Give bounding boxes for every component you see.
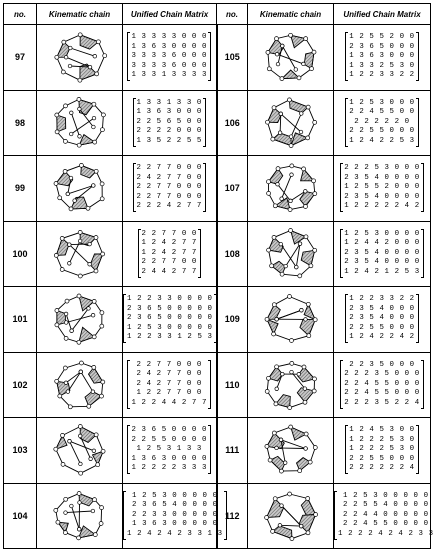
matrix-row: 2 2 7 7 0 0 bbox=[141, 258, 197, 267]
kinematic-chains-table bbox=[3, 3, 434, 549]
kinematic-chain-diagram bbox=[256, 93, 326, 153]
unified-chain-matrix bbox=[123, 295, 217, 342]
unified-chain-matrix-cell bbox=[123, 90, 217, 156]
matrix-row: 1 2 5 5 2 0 0 0 bbox=[344, 183, 420, 192]
unified-chain-matrix-cell bbox=[123, 352, 217, 418]
unified-chain-matrix bbox=[133, 164, 206, 211]
matrix-row: 2 2 4 4 0 0 0 0 0 bbox=[343, 510, 429, 519]
matrix-row: 1 2 2 2 2 3 3 3 bbox=[131, 464, 208, 473]
matrix-row: 2 2 4 5 5 0 0 0 0 bbox=[343, 520, 429, 529]
chain-number: 111 bbox=[217, 418, 248, 484]
unified-chain-matrix bbox=[133, 99, 206, 146]
matrix-row: 2 2 2 3 5 0 0 0 bbox=[344, 370, 420, 379]
kinematic-chain-diagram bbox=[256, 486, 326, 546]
matrix-row: 1 2 4 2 4 2 3 3 1 3 bbox=[127, 529, 223, 538]
kinematic-chain-cell bbox=[248, 90, 334, 156]
table-row bbox=[4, 352, 431, 418]
matrix-row: 2 3 6 5 0 0 0 bbox=[349, 42, 415, 51]
chain-number: 106 bbox=[217, 90, 248, 156]
kinematic-chain-cell bbox=[248, 25, 334, 91]
matrix-row: 1 2 4 4 2 0 0 0 bbox=[344, 239, 420, 248]
matrix-row: 1 2 5 3 0 0 0 0 0 bbox=[127, 323, 213, 332]
kinematic-chain-diagram bbox=[256, 158, 326, 218]
matrix-row: 1 2 4 2 2 5 3 bbox=[349, 136, 415, 145]
chain-number: 112 bbox=[217, 483, 248, 549]
matrix-row: 2 4 2 7 7 0 0 bbox=[136, 173, 202, 182]
unified-chain-matrix-cell bbox=[334, 483, 434, 549]
kinematic-chain-cell bbox=[37, 483, 123, 549]
matrix-row: 2 3 5 4 0 0 0 0 bbox=[344, 173, 420, 182]
matrix-row: 1 2 2 2 5 3 0 bbox=[349, 435, 415, 444]
table-row bbox=[4, 90, 431, 156]
matrix-row: 1 2 5 3 1 3 3 bbox=[136, 445, 202, 454]
unified-chain-matrix-cell bbox=[334, 352, 431, 418]
unified-chain-matrix bbox=[340, 230, 424, 277]
matrix-row: 2 2 7 7 0 0 0 bbox=[136, 183, 202, 192]
unified-chain-matrix-cell bbox=[123, 287, 217, 353]
matrix-row: 1 2 4 2 2 4 2 bbox=[349, 333, 415, 342]
unified-chain-matrix-cell bbox=[334, 418, 431, 484]
matrix-row: 1 2 5 5 2 0 0 bbox=[349, 33, 415, 42]
matrix-row: 1 3 3 1 3 3 0 bbox=[136, 98, 202, 107]
matrix-row: 2 2 4 5 5 0 0 0 bbox=[344, 379, 420, 388]
table-body bbox=[4, 25, 434, 549]
chain-number: 102 bbox=[4, 352, 37, 418]
matrix-row: 1 2 5 3 0 0 0 0 0 bbox=[343, 491, 429, 500]
matrix-row: 2 2 5 6 5 0 0 bbox=[136, 117, 202, 126]
unified-chain-matrix bbox=[345, 426, 418, 473]
matrix-row: 2 2 5 5 0 0 0 bbox=[349, 454, 415, 463]
kinematic-chain-diagram bbox=[45, 27, 115, 87]
kinematic-chain-cell bbox=[248, 287, 334, 353]
kinematic-chain-diagram bbox=[256, 289, 326, 349]
matrix-row: 1 2 2 3 3 2 2 bbox=[349, 295, 415, 304]
unified-chain-matrix-cell bbox=[123, 418, 217, 484]
kinematic-chain-cell bbox=[248, 221, 334, 287]
matrix-row: 2 3 6 5 4 0 0 0 0 bbox=[132, 501, 218, 510]
matrix-row: 1 3 5 2 2 5 5 bbox=[136, 136, 202, 145]
matrix-row: 1 2 5 3 0 0 0 0 bbox=[344, 229, 420, 238]
matrix-row: 3 3 3 3 6 0 0 0 bbox=[131, 61, 208, 70]
kinematic-chain-diagram bbox=[45, 355, 115, 415]
matrix-row: 1 2 2 2 2 2 4 2 bbox=[344, 202, 420, 211]
kinematic-chain-cell bbox=[37, 25, 123, 91]
chain-number: 107 bbox=[217, 156, 248, 222]
matrix-row: 2 3 6 5 0 0 0 0 bbox=[131, 426, 208, 435]
unified-chain-matrix bbox=[340, 361, 424, 408]
kinematic-chain-cell bbox=[248, 483, 334, 549]
unified-chain-matrix bbox=[334, 492, 434, 539]
matrix-row: 2 2 4 5 5 0 0 bbox=[349, 108, 415, 117]
chain-number: 100 bbox=[4, 221, 37, 287]
matrix-row: 2 4 2 7 7 0 0 bbox=[136, 370, 202, 379]
header-no-left: no. bbox=[4, 4, 37, 25]
unified-chain-matrix-cell bbox=[334, 287, 431, 353]
matrix-row: 2 3 5 4 0 0 0 bbox=[349, 314, 415, 323]
table-row bbox=[4, 25, 431, 91]
unified-chain-matrix bbox=[345, 99, 418, 146]
matrix-row: 1 2 5 3 0 0 0 0 0 bbox=[132, 491, 218, 500]
matrix-row: 1 3 6 3 0 0 0 0 bbox=[131, 454, 208, 463]
matrix-row: 2 3 6 5 0 0 0 0 0 bbox=[127, 314, 213, 323]
unified-chain-matrix bbox=[127, 426, 211, 473]
matrix-row: 2 2 2 3 5 2 2 4 bbox=[344, 398, 420, 407]
matrix-row: 2 2 4 5 5 0 0 0 bbox=[344, 389, 420, 398]
matrix-row: 2 2 7 7 0 0 bbox=[141, 229, 197, 238]
unified-chain-matrix bbox=[340, 164, 424, 211]
matrix-row: 2 2 2 5 3 0 0 0 bbox=[344, 164, 420, 173]
matrix-row: 1 3 3 3 3 0 0 0 bbox=[131, 33, 208, 42]
kinematic-chain-diagram bbox=[45, 224, 115, 284]
matrix-row: 3 3 3 3 6 0 0 0 bbox=[131, 52, 208, 61]
matrix-row: 1 3 6 3 0 0 0 0 bbox=[131, 42, 208, 51]
matrix-row: 1 3 6 3 0 0 0 bbox=[136, 108, 202, 117]
kinematic-chain-diagram bbox=[45, 289, 115, 349]
unified-chain-matrix-cell bbox=[334, 156, 431, 222]
unified-chain-matrix bbox=[345, 33, 418, 80]
header-chain-right: Kinematic chain bbox=[248, 4, 334, 25]
matrix-row: 2 2 5 5 0 0 0 bbox=[349, 323, 415, 332]
matrix-row: 2 3 6 5 0 0 0 0 0 bbox=[127, 304, 213, 313]
matrix-row: 2 2 2 2 2 2 4 bbox=[349, 464, 415, 473]
kinematic-chain-cell bbox=[248, 418, 334, 484]
kinematic-chain-cell bbox=[37, 352, 123, 418]
matrix-row: 1 2 2 7 7 0 0 bbox=[136, 389, 202, 398]
matrix-row: 1 3 3 1 3 3 3 3 bbox=[131, 71, 208, 80]
matrix-row: 2 3 5 4 0 0 0 0 bbox=[344, 192, 420, 201]
unified-chain-matrix-cell bbox=[123, 483, 223, 549]
kinematic-chain-diagram bbox=[45, 93, 115, 153]
kinematic-chain-diagram bbox=[45, 420, 115, 480]
matrix-row: 2 2 7 7 0 0 0 bbox=[136, 192, 202, 201]
kinematic-chain-cell bbox=[37, 418, 123, 484]
header-chain-left: Kinematic chain bbox=[37, 4, 123, 25]
kinematic-chain-cell bbox=[37, 156, 123, 222]
header-matrix-left: Unified Chain Matrix bbox=[123, 4, 217, 25]
kinematic-chain-cell bbox=[37, 221, 123, 287]
unified-chain-matrix bbox=[127, 361, 211, 408]
matrix-row: 1 2 2 3 3 2 2 bbox=[349, 71, 415, 80]
unified-chain-matrix-cell bbox=[123, 221, 217, 287]
chain-number: 97 bbox=[4, 25, 37, 91]
unified-chain-matrix-cell bbox=[334, 221, 431, 287]
kinematic-chain-cell bbox=[248, 352, 334, 418]
unified-chain-matrix-cell bbox=[334, 25, 431, 91]
matrix-row: 1 2 2 4 4 2 7 7 bbox=[131, 398, 208, 407]
matrix-row: 2 4 2 7 7 0 0 bbox=[136, 379, 202, 388]
kinematic-chain-cell bbox=[37, 90, 123, 156]
chain-number: 105 bbox=[217, 25, 248, 91]
matrix-row: 2 2 3 3 0 0 0 0 0 bbox=[132, 510, 218, 519]
kinematic-chain-cell bbox=[248, 156, 334, 222]
matrix-row: 2 2 2 4 2 7 7 bbox=[136, 202, 202, 211]
matrix-row: 1 3 6 3 0 0 0 bbox=[349, 52, 415, 61]
matrix-row: 2 3 5 4 0 0 0 0 bbox=[344, 258, 420, 267]
chain-number: 108 bbox=[217, 221, 248, 287]
table-row bbox=[4, 418, 431, 484]
header-no-right: no. bbox=[217, 4, 248, 25]
chain-number: 99 bbox=[4, 156, 37, 222]
kinematic-chain-cell bbox=[37, 287, 123, 353]
matrix-row: 1 2 4 5 3 0 0 bbox=[349, 426, 415, 435]
kinematic-chain-diagram bbox=[256, 355, 326, 415]
table-row bbox=[4, 287, 431, 353]
matrix-row: 2 2 2 2 2 0 bbox=[354, 117, 410, 126]
matrix-row: 1 2 5 3 0 0 0 bbox=[349, 98, 415, 107]
unified-chain-matrix bbox=[138, 230, 201, 277]
matrix-row: 1 2 2 3 3 0 0 0 0 bbox=[127, 295, 213, 304]
matrix-row: 1 2 2 2 4 2 4 2 3 3 bbox=[338, 529, 434, 538]
unified-chain-matrix-cell bbox=[123, 25, 217, 91]
matrix-row: 1 3 6 3 0 0 0 0 0 bbox=[132, 520, 218, 529]
table-row bbox=[4, 221, 431, 287]
matrix-row: 2 2 5 5 0 0 0 bbox=[349, 127, 415, 136]
matrix-row: 2 3 5 4 0 0 0 0 bbox=[344, 248, 420, 257]
matrix-row: 2 3 5 4 0 0 0 bbox=[349, 304, 415, 313]
matrix-row: 2 2 2 2 0 0 0 bbox=[136, 127, 202, 136]
table-header-row bbox=[4, 4, 431, 25]
unified-chain-matrix-cell bbox=[334, 90, 431, 156]
chain-number: 101 bbox=[4, 287, 37, 353]
unified-chain-matrix bbox=[127, 33, 211, 80]
kinematic-chain-diagram bbox=[45, 158, 115, 218]
matrix-row: 2 2 3 5 0 0 0 bbox=[349, 360, 415, 369]
matrix-row: 2 2 7 7 0 0 0 bbox=[136, 164, 202, 173]
chain-number: 110 bbox=[217, 352, 248, 418]
matrix-row: 1 3 3 2 5 3 0 bbox=[349, 61, 415, 70]
matrix-row: 2 2 7 7 0 0 0 bbox=[136, 360, 202, 369]
chain-number: 109 bbox=[217, 287, 248, 353]
matrix-row: 2 2 5 5 0 0 0 0 bbox=[131, 435, 208, 444]
matrix-row: 1 2 2 2 5 3 0 bbox=[349, 445, 415, 454]
unified-chain-matrix bbox=[345, 295, 418, 342]
matrix-row: 2 4 4 2 7 7 bbox=[141, 267, 197, 276]
kinematic-chain-diagram bbox=[256, 27, 326, 87]
matrix-row: 2 2 5 5 4 0 0 0 0 bbox=[343, 501, 429, 510]
chain-number: 103 bbox=[4, 418, 37, 484]
matrix-row: 1 2 2 3 3 1 2 5 3 bbox=[127, 333, 213, 342]
kinematic-chain-diagram bbox=[45, 486, 115, 546]
kinematic-chain-diagram bbox=[256, 420, 326, 480]
chain-number: 98 bbox=[4, 90, 37, 156]
table-row bbox=[4, 156, 431, 222]
unified-chain-matrix-cell bbox=[123, 156, 217, 222]
kinematic-chain-diagram bbox=[256, 224, 326, 284]
chain-number: 104 bbox=[4, 483, 37, 549]
table-row bbox=[4, 483, 431, 549]
unified-chain-matrix bbox=[123, 492, 227, 539]
matrix-row: 1 2 4 2 1 2 5 3 bbox=[344, 267, 420, 276]
matrix-row: 1 2 4 2 7 7 bbox=[141, 248, 197, 257]
header-matrix-right: Unified Chain Matrix bbox=[334, 4, 431, 25]
matrix-row: 1 2 4 2 7 7 bbox=[141, 239, 197, 248]
